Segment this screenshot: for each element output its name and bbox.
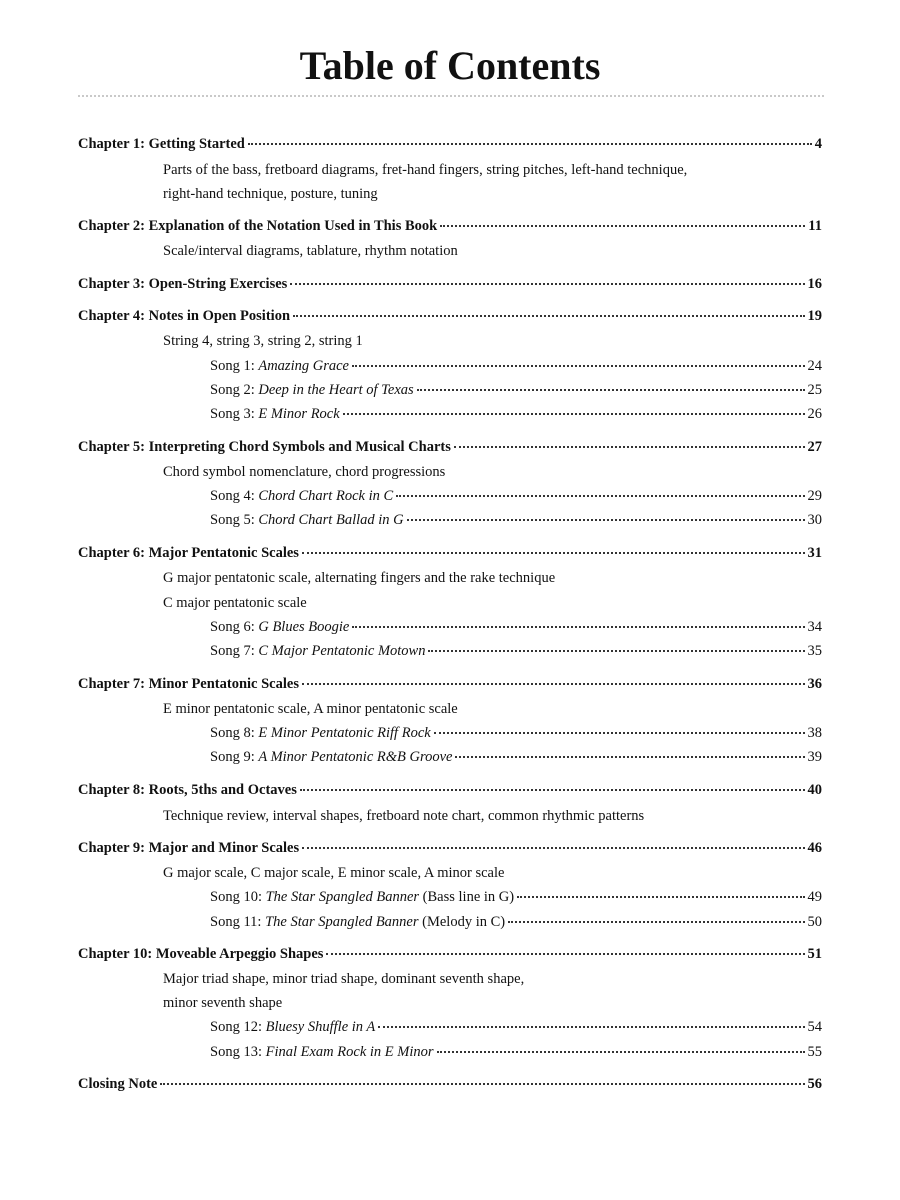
- page-number: 51: [807, 946, 822, 962]
- page-number: 16: [807, 276, 822, 292]
- page-number: 49: [807, 889, 822, 905]
- song-title: [210, 510, 404, 530]
- song-number: Song 1:: [210, 358, 259, 374]
- page-number: 27: [807, 439, 822, 455]
- page-number: 56: [807, 1076, 822, 1092]
- chapter-description: Technique review, interval shapes, fretboard note chart, common rhythmic patterns: [163, 808, 645, 824]
- page-number: 24: [807, 358, 822, 374]
- toc-song-8[interactable]: [210, 723, 822, 743]
- toc-song-12[interactable]: [210, 1017, 822, 1037]
- page-number: 46: [807, 840, 822, 856]
- toc-song-11[interactable]: [210, 912, 822, 932]
- toc-chapter-9[interactable]: [78, 838, 822, 858]
- song-name: E Minor Rock: [258, 406, 340, 422]
- chapter-description: minor seventh shape: [163, 995, 283, 1011]
- song-name: Amazing Grace: [258, 358, 349, 374]
- toc-song-1[interactable]: [210, 356, 822, 376]
- dot-leader: [290, 282, 804, 285]
- song-number: Song 7:: [210, 643, 259, 659]
- chapter-title: Chapter 10: Moveable Arpeggio Shapes: [78, 946, 324, 962]
- song-number: Song 9:: [210, 749, 259, 765]
- page-number: 50: [807, 914, 822, 930]
- song-name: Chord Chart Ballad in G: [258, 512, 404, 528]
- dot-leader: [352, 364, 805, 367]
- chapter-title: Chapter 3: Open-String Exercises: [78, 276, 288, 292]
- page-number: 26: [807, 406, 822, 422]
- toc-chapter-5[interactable]: [78, 437, 822, 457]
- chapter-title: Chapter 1: Getting Started: [78, 136, 245, 152]
- song-name: Deep in the Heart of Texas: [258, 382, 414, 398]
- page-number: 54: [807, 1019, 822, 1035]
- song-title: [210, 887, 514, 907]
- page-number: 34: [807, 619, 822, 635]
- chapter-description: Scale/interval diagrams, tablature, rhythm notation: [163, 243, 458, 259]
- song-name: The Star Spangled Banner: [265, 889, 420, 905]
- chapter-description: G major scale, C major scale, E minor scale, A minor scale: [163, 865, 505, 881]
- dot-leader: [517, 895, 804, 898]
- page-number: 4: [814, 136, 822, 152]
- chapter-description: Chord symbol nomenclature, chord progressions: [163, 464, 446, 480]
- song-number: Song 3:: [210, 406, 259, 422]
- dot-leader: [326, 952, 804, 955]
- chapter-title: Chapter 9: Major and Minor Scales: [78, 840, 300, 856]
- toc-song-13[interactable]: [210, 1042, 822, 1062]
- toc-song-2[interactable]: [210, 380, 822, 400]
- page-number: 55: [807, 1044, 822, 1060]
- song-number: Song 11:: [210, 914, 266, 930]
- song-number: Song 6:: [210, 619, 259, 635]
- song-name: The Star Spangled Banner: [265, 914, 419, 930]
- song-title: [210, 1017, 375, 1037]
- song-number: Song 8:: [210, 725, 259, 741]
- song-title: [210, 404, 340, 424]
- song-name: Bluesy Shuffle in A: [265, 1019, 376, 1035]
- page-title: Table of Contents: [299, 43, 601, 88]
- page-number: 40: [807, 782, 822, 798]
- song-number: Song 10:: [210, 889, 266, 905]
- toc-chapter-10[interactable]: [78, 944, 822, 964]
- toc-song-4[interactable]: [210, 486, 822, 506]
- dot-leader: [407, 518, 805, 521]
- chapter-title: Chapter 2: Explanation of the Notation Used in This Book: [78, 218, 438, 234]
- song-name: C Major Pentatonic Motown: [258, 643, 426, 659]
- toc-song-6[interactable]: [210, 617, 822, 637]
- song-note: (Melody in C): [418, 914, 506, 930]
- dot-leader: [417, 388, 805, 391]
- toc-song-5[interactable]: [210, 510, 822, 530]
- dot-leader: [302, 846, 804, 849]
- dot-leader: [352, 625, 804, 628]
- dot-leader: [302, 682, 805, 685]
- toc-song-10[interactable]: [210, 887, 822, 907]
- song-number: Song 2:: [210, 382, 259, 398]
- toc-chapter-2[interactable]: [78, 216, 822, 236]
- dot-leader: [508, 920, 804, 923]
- page-number: 30: [807, 512, 822, 528]
- dot-leader: [300, 788, 805, 791]
- song-title: [210, 912, 505, 932]
- dot-leader: [396, 494, 804, 497]
- toc-chapter-7[interactable]: [78, 674, 822, 694]
- song-title: [210, 380, 414, 400]
- song-number: Song 12:: [210, 1019, 266, 1035]
- page-number: 39: [807, 749, 822, 765]
- dot-leader: [293, 314, 804, 317]
- song-title: [210, 1042, 434, 1062]
- dot-leader: [440, 224, 805, 227]
- song-number: Song 13:: [210, 1044, 266, 1060]
- song-name: G Blues Boogie: [258, 619, 350, 635]
- dot-leader: [248, 142, 812, 145]
- chapter-title: Chapter 6: Major Pentatonic Scales: [78, 545, 299, 561]
- page-number: 36: [807, 676, 822, 692]
- song-number: Song 5:: [210, 512, 259, 528]
- toc-song-7[interactable]: [210, 641, 822, 661]
- chapter-description: Major triad shape, minor triad shape, dominant seventh shape,: [163, 971, 525, 987]
- toc-chapter-8[interactable]: [78, 780, 822, 800]
- song-title: [210, 747, 452, 767]
- page-number: 29: [807, 488, 822, 504]
- chapter-title: Chapter 5: Interpreting Chord Symbols and Musical Charts: [78, 439, 451, 455]
- dot-leader: [378, 1025, 804, 1028]
- toc-closing-note[interactable]: [78, 1074, 822, 1094]
- chapter-description: C major pentatonic scale: [163, 595, 307, 611]
- chapter-title: Chapter 4: Notes in Open Position: [78, 308, 291, 324]
- chapter-title: Chapter 7: Minor Pentatonic Scales: [78, 676, 299, 692]
- page-number: 35: [807, 643, 822, 659]
- song-name: A Minor Pentatonic R&B Groove: [258, 749, 453, 765]
- chapter-title: Closing Note: [78, 1076, 158, 1092]
- page-number: 38: [807, 725, 822, 741]
- song-name: Final Exam Rock in E Minor: [265, 1044, 434, 1060]
- dot-leader: [437, 1050, 805, 1053]
- chapter-description: right-hand technique, posture, tuning: [163, 186, 378, 202]
- page-number: 31: [807, 545, 822, 561]
- song-note: (Bass line in G): [419, 889, 515, 905]
- song-number: Song 4:: [210, 488, 259, 504]
- song-title: [210, 617, 349, 637]
- song-name: E Minor Pentatonic Riff Rock: [258, 725, 431, 741]
- toc-song-3[interactable]: [210, 404, 822, 424]
- dot-leader: [302, 551, 805, 554]
- song-title: [210, 723, 431, 743]
- dot-leader: [434, 731, 805, 734]
- dot-leader: [343, 412, 805, 415]
- song-title: [210, 356, 349, 376]
- toc-chapter-1[interactable]: [78, 134, 822, 154]
- dot-leader: [160, 1082, 804, 1085]
- chapter-title: Chapter 8: Roots, 5ths and Octaves: [78, 782, 297, 798]
- page-number: 11: [808, 218, 822, 234]
- chapter-description: Parts of the bass, fretboard diagrams, fret-hand fingers, string pitches, left-hand technique,: [163, 162, 688, 178]
- dot-leader: [454, 445, 805, 448]
- song-title: [210, 641, 425, 661]
- toc-chapter-6[interactable]: [78, 543, 822, 563]
- song-title: [210, 486, 393, 506]
- dot-leader: [455, 755, 804, 758]
- dot-leader: [428, 649, 804, 652]
- toc-chapter-4[interactable]: [78, 306, 822, 326]
- toc-song-9[interactable]: [210, 747, 822, 767]
- toc-chapter-3[interactable]: [78, 274, 822, 294]
- chapter-description: G major pentatonic scale, alternating fingers and the rake technique: [163, 570, 556, 586]
- song-name: Chord Chart Rock in C: [258, 488, 394, 504]
- page-number: 25: [807, 382, 822, 398]
- page-number: 19: [807, 308, 822, 324]
- chapter-description: E minor pentatonic scale, A minor pentatonic scale: [163, 701, 458, 717]
- chapter-description: String 4, string 3, string 2, string 1: [163, 333, 363, 349]
